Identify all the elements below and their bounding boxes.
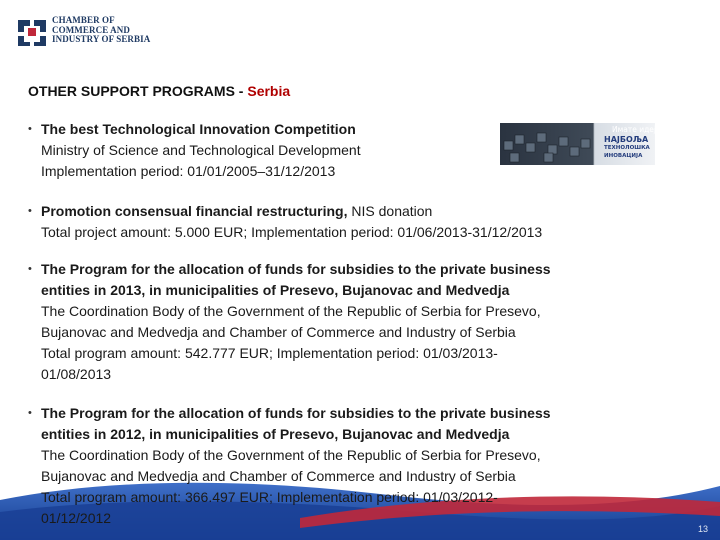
logo-line: CHAMBER OF: [52, 15, 115, 25]
item-heading: The best Technological Innovation Competition: [41, 121, 356, 137]
item-text: Ministry of Science and Technological Development: [41, 142, 361, 158]
page-title: [28, 83, 290, 99]
item-text: Implementation period: 01/01/2005–31/12/2013: [41, 163, 336, 179]
innovation-banner: [500, 123, 665, 165]
list-item: [28, 403, 551, 529]
list-item: [28, 201, 542, 243]
item-text: Total program amount: 366.497 EUR; Implementation period: 01/03/2012-: [41, 489, 498, 505]
bullet: •: [28, 407, 32, 419]
title-main: OTHER SUPPORT PROGRAMS -: [28, 83, 248, 99]
banner-brand: [604, 136, 650, 160]
item-text: NIS donation: [347, 203, 433, 219]
item-text: Total program amount: 542.777 EUR; Implementation period: 01/03/2013-: [41, 345, 498, 361]
bullet: •: [28, 123, 32, 135]
list-item: [28, 119, 361, 182]
logo-line: COMMERCE AND: [52, 24, 130, 35]
banner-brand-line3: ИНОВАЦИЈА: [604, 153, 643, 159]
bullet: •: [28, 263, 32, 275]
item-text: 01/08/2013: [41, 366, 112, 382]
page-number: 13: [697, 524, 708, 534]
banner-question: Имате идеју?: [612, 125, 665, 134]
item-text: The Coordination Body of the Government of the Republic of Serbia for Presevo,: [41, 447, 541, 463]
chamber-emblem-icon: [14, 14, 50, 48]
item-text: Total project amount: 5.000 EUR; Implementation period: 01/06/2013-31/12/2013: [41, 224, 543, 240]
item-heading: entities in 2012, in municipalities of Presevo, Bujanovac and Medvedja: [41, 426, 510, 442]
item-heading: entities in 2013, in municipalities of Presevo, Bujanovac and Medvedja: [41, 282, 510, 298]
item-text: The Coordination Body of the Government of the Republic of Serbia for Presevo,: [41, 303, 541, 319]
title-accent: Serbia: [247, 83, 291, 99]
logo-line: INDUSTRY OF SERBIA: [52, 34, 151, 44]
banner-brand-line1: НАЈБОЉА: [604, 135, 649, 144]
bullet: •: [28, 205, 32, 217]
chamber-logo: [14, 14, 164, 48]
item-heading: The Program for the allocation of funds for subsidies to the private business: [41, 261, 551, 277]
banner-brand-line2: ТЕХНОЛОШКА: [604, 145, 650, 151]
cubes-graphic-icon: [500, 123, 600, 165]
item-text: Bujanovac and Medvedja and Chamber of Commerce and Industry of Serbia: [41, 468, 516, 484]
logo-text: [52, 16, 150, 45]
item-heading: Promotion consensual financial restructuring,: [41, 203, 348, 219]
item-text: 01/12/2012: [41, 510, 112, 526]
item-heading: The Program for the allocation of funds for subsidies to the private business: [41, 405, 551, 421]
item-text: Bujanovac and Medvedja and Chamber of Commerce and Industry of Serbia: [41, 324, 516, 340]
list-item: [28, 259, 551, 385]
